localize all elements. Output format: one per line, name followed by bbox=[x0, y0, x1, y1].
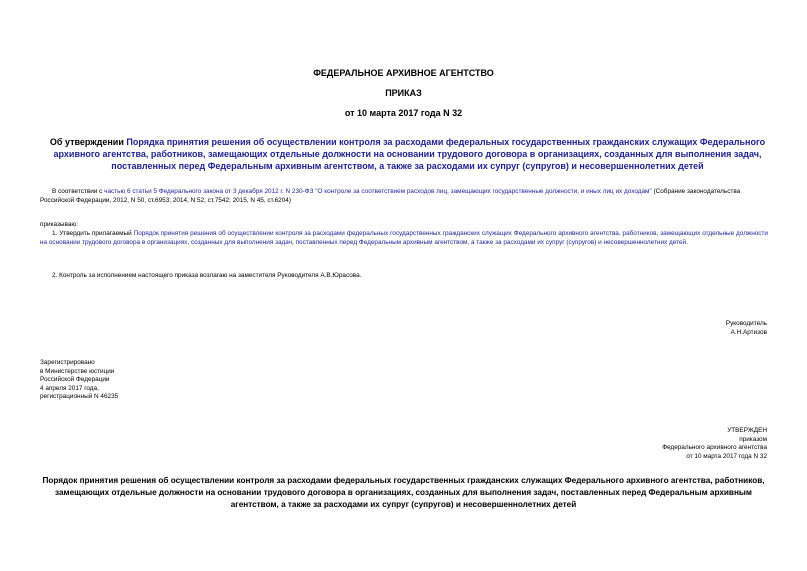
doc-date-number: от 10 марта 2017 года N 32 bbox=[344, 108, 463, 118]
registration-line-4: 4 апреля 2017 года, bbox=[40, 384, 99, 392]
signature-name: А.Н.Артизов bbox=[730, 328, 767, 336]
doc-title bbox=[40, 136, 775, 172]
signature-block bbox=[726, 320, 767, 337]
preamble-tail: (Собрание законодательства Российской Федерации, 2012, N 50, ст.6953; 2014, N 52, ст.7542; 2015, N 45, ст.6204) bbox=[40, 188, 741, 204]
title-link[interactable]: Порядка принятия решения об осуществлении контроля за расходами федеральных государственных гражданских служащих Федерального архивного агентства, работников, замещающих отдельные должности на основании трудового договора в организациях, созданных для выполнения задач, поставленных перед Федеральным архивным агентством, а также за расходами их супруг (супругов) и несовершеннолетних детей bbox=[53, 137, 766, 171]
registration-line-3: Российской Федерации bbox=[40, 376, 110, 384]
doc-type: ПРИКАЗ bbox=[385, 88, 422, 98]
registration-line-5: регистрационный N 46235 bbox=[40, 393, 119, 401]
preamble bbox=[40, 188, 768, 205]
agency-name: ФЕДЕРАЛЬНОЕ АРХИВНОЕ АГЕНТСТВО bbox=[313, 68, 494, 78]
item-1 bbox=[40, 230, 768, 247]
item-1-link[interactable]: Порядок принятия решения об осуществлении контроля за расходами федеральных государственных гражданских служащих Федерального архивного агентства, работников, замещающих отдельные должности на основании трудового договора в организациях, созданных для выполнения задач, поставленных перед Федеральным архивным агентством, а также за расходами их супруг (супругов) и несовершеннолетних детей bbox=[40, 230, 768, 246]
approved-block bbox=[662, 427, 767, 461]
approved-line-2: приказом bbox=[739, 435, 767, 443]
order-word: приказываю: bbox=[40, 221, 78, 228]
item-1-lead: 1. Утвердить прилагаемый bbox=[52, 230, 134, 237]
approved-line-3: Федерального архивного агентства bbox=[662, 444, 767, 452]
item-1-tail: . bbox=[686, 238, 688, 246]
title-prefix: Об утверждении bbox=[49, 137, 127, 147]
preamble-lead: В соответствии с bbox=[52, 188, 105, 195]
registration-block bbox=[40, 359, 118, 402]
signature-position: Руководитель bbox=[725, 320, 767, 327]
item-2: 2. Контроль за исполнением настоящего приказа возлагаю на заместителя Руководителя А.В.Юрасова. bbox=[52, 272, 362, 279]
registration-line-1: Зарегистрировано bbox=[40, 359, 95, 366]
preamble-law-link[interactable]: частью 6 статьи 5 Федерального закона от 3 декабря 2012 г. N 230-ФЗ "О контроле за соответствием расходов лиц, замещающих государственные должности, и иных лиц их доходам" bbox=[104, 188, 652, 195]
approved-line-4: от 10 марта 2017 года N 32 bbox=[686, 452, 767, 460]
approved-line-1: УТВЕРЖДЕН bbox=[727, 427, 767, 434]
registration-line-2: в Министерстве юстиции bbox=[40, 367, 115, 375]
annex-title: Порядок принятия решения об осуществлении контроля за расходами федеральных государственных гражданских служащих Федерального архивного агентства, работников, замещающих отдельные должности на основании трудового договора в организациях, созданных для выполнения задач, поставленных перед Федеральным архивным агентством, а также за расходами их супруг (супругов) и несовершеннолетних детей bbox=[42, 476, 765, 509]
